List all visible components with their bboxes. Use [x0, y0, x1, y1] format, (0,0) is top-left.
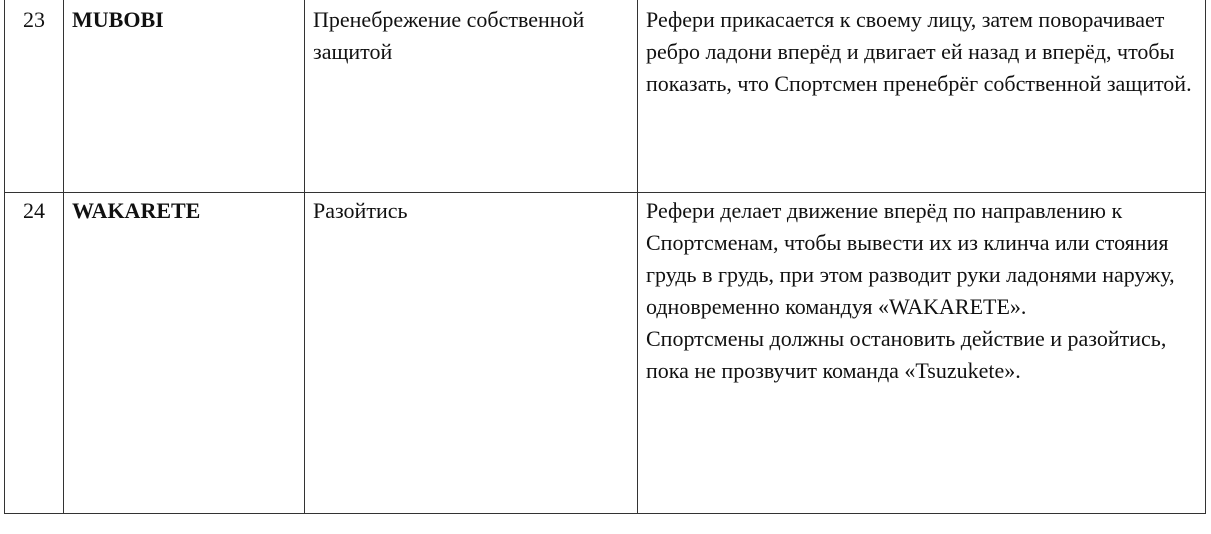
row-number: 24 [5, 193, 64, 514]
signal-translation: Пренебрежение собственной защитой [305, 0, 638, 193]
signal-description [638, 0, 1206, 193]
description-paragraph: Рефери делает движение вперёд по направлению к Спортсменам, чтобы вывести их из клинча или стояния грудь в грудь, при этом разводит руки ладонями наружу, одновременно командуя «WAKARETE». [646, 198, 1175, 319]
signal-term: WAKARETE [64, 193, 305, 514]
row-number: 23 [5, 0, 64, 193]
signal-description [638, 193, 1206, 514]
signal-translation: Разойтись [305, 193, 638, 514]
description-paragraph: Рефери прикасается к своему лицу, затем поворачивает ребро ладони вперёд и двигает ей назад и вперёд, чтобы показать, что Спортсмен пренебрёг собственной защитой. [646, 7, 1192, 96]
description-paragraph: Спортсмены должны остановить действие и разойтись, пока не прозвучит команда «Tsuzukete». [646, 326, 1167, 383]
signal-term: MUBOBI [64, 0, 305, 193]
referee-signals-table [4, 0, 1206, 514]
table-row [5, 0, 1206, 193]
table-row [5, 193, 1206, 514]
